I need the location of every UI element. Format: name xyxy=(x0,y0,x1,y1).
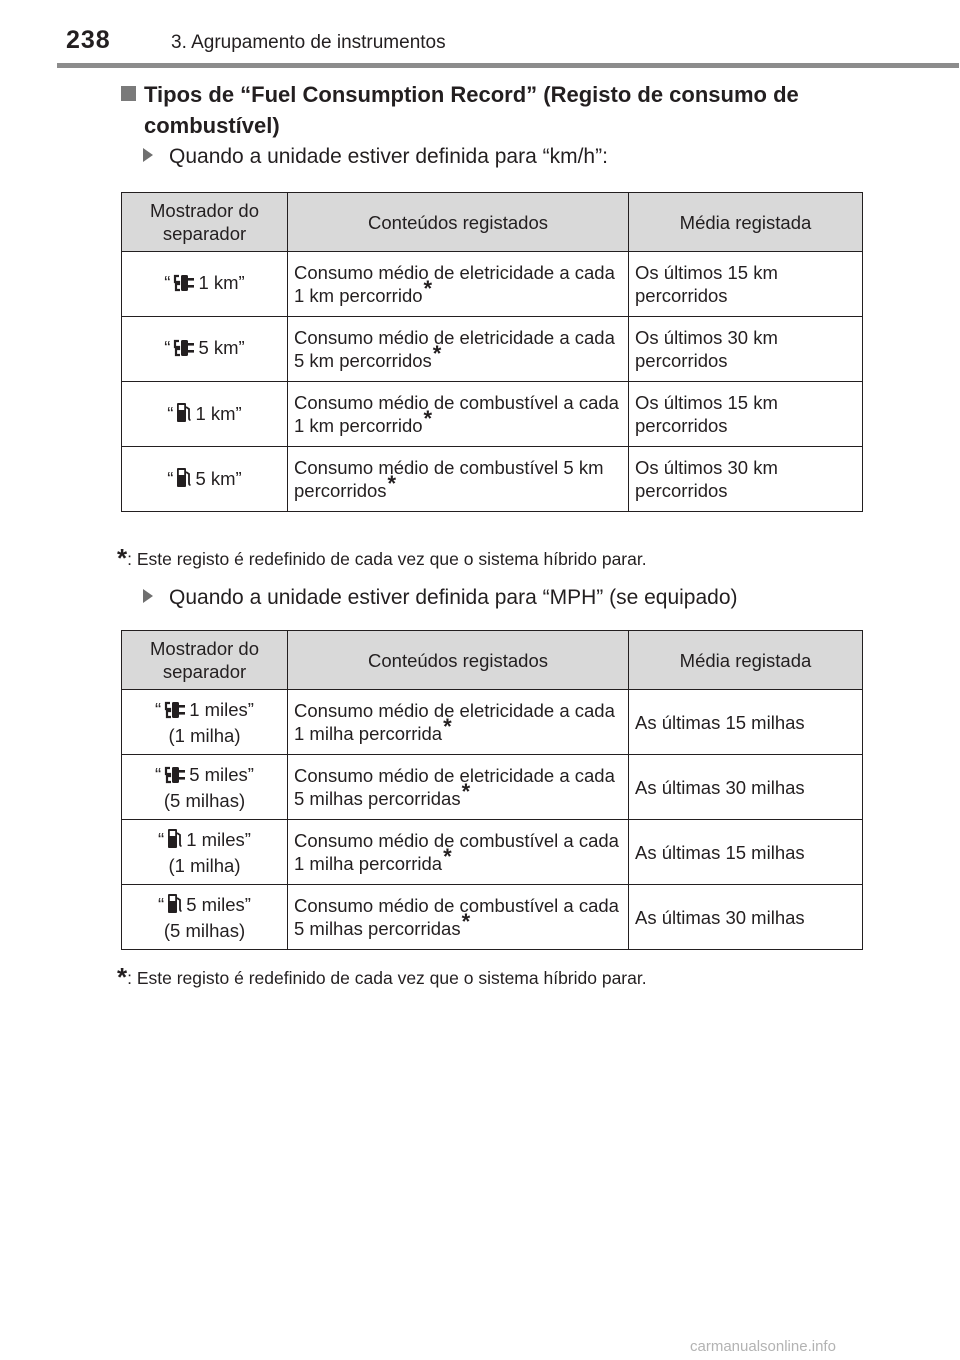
display-label: 1 km” xyxy=(198,272,245,293)
average-text: As últimas 30 milhas xyxy=(635,776,805,798)
content-cell xyxy=(288,317,629,382)
content-text: Consumo médio de eletricidade a cada 1 milha percorrida xyxy=(294,700,615,744)
mph-subheading xyxy=(143,586,738,610)
display-cell xyxy=(122,382,288,447)
header-divider xyxy=(57,63,959,68)
content-cell xyxy=(288,885,629,950)
average-text: Os últimos 30 km percorridos xyxy=(635,327,778,371)
display-sublabel: (1 milha) xyxy=(168,855,241,876)
display-sublabel: (5 milhas) xyxy=(163,920,246,941)
electric-plug-icon xyxy=(173,274,195,297)
open-quote: “ xyxy=(158,829,165,850)
footnote-marker: * xyxy=(443,714,452,739)
display-label: 1 miles” xyxy=(189,698,254,720)
triangle-bullet-icon xyxy=(143,589,153,603)
table-row xyxy=(122,317,863,382)
open-quote: “ xyxy=(155,763,162,785)
footnote-marker: * xyxy=(117,962,128,992)
fuel-pump-icon xyxy=(167,827,183,854)
display-cell xyxy=(122,885,288,950)
column-header: Mostrador do separador xyxy=(122,631,288,690)
km-subheading-text: Quando a unidade estiver definida para “km/h”: xyxy=(169,145,608,168)
footnote-marker: * xyxy=(117,543,128,573)
average-text: Os últimos 30 km percorridos xyxy=(635,457,778,501)
open-quote: “ xyxy=(164,272,171,293)
section-title: 3. Agrupamento de instrumentos xyxy=(171,32,446,53)
electric-plug-icon xyxy=(164,766,186,789)
average-text: As últimas 15 milhas xyxy=(635,711,805,733)
km-subheading xyxy=(143,145,608,169)
column-header: Conteúdos registados xyxy=(288,631,629,690)
display-label: 5 km” xyxy=(195,467,242,489)
display-label: 1 km” xyxy=(195,402,242,424)
average-cell xyxy=(629,690,863,755)
page-heading xyxy=(121,79,881,141)
mph-footnote xyxy=(117,962,647,993)
mph-subheading-text: Quando a unidade estiver definida para “MPH” (se equipado) xyxy=(169,586,738,609)
content-text: Consumo médio de eletricidade a cada 5 km percorridos xyxy=(294,327,615,371)
display-label: 1 miles” xyxy=(186,829,251,850)
fuel-pump-icon xyxy=(167,892,183,919)
average-text: Os últimos 15 km percorridos xyxy=(635,392,778,436)
table-row xyxy=(122,755,863,820)
open-quote: “ xyxy=(164,337,171,358)
table-header-row xyxy=(122,193,863,252)
page-number: 238 xyxy=(66,26,111,54)
table-row xyxy=(122,382,863,447)
footnote-marker: * xyxy=(461,909,471,934)
average-text: As últimas 15 milhas xyxy=(635,841,805,863)
content-text: Consumo médio de combustível a cada 5 milhas percorridas xyxy=(294,895,619,939)
column-header: Média registada xyxy=(629,631,863,690)
table-header-row xyxy=(122,631,863,690)
average-cell xyxy=(629,885,863,950)
display-cell xyxy=(122,252,288,317)
content-cell xyxy=(288,690,629,755)
content-text: Consumo médio de combustível a cada 1 milha percorrida xyxy=(294,830,619,874)
average-cell xyxy=(629,317,863,382)
fuel-pump-icon xyxy=(176,401,192,428)
heading-text: Tipos de “Fuel Consumption Record” (Registo de consumo de combustível) xyxy=(144,82,799,138)
display-label: 5 miles” xyxy=(189,763,254,785)
km-records-table xyxy=(121,192,863,512)
column-header: Mostrador do separador xyxy=(122,193,288,252)
triangle-bullet-icon xyxy=(143,148,153,162)
average-cell xyxy=(629,755,863,820)
content-cell xyxy=(288,755,629,820)
display-sublabel: (1 milha) xyxy=(168,724,241,746)
content-cell xyxy=(288,252,629,317)
display-sublabel: (5 milhas) xyxy=(163,789,246,811)
average-cell xyxy=(629,447,863,512)
electric-plug-icon xyxy=(173,339,195,362)
footnote-marker: * xyxy=(423,276,433,301)
footnote-marker: * xyxy=(461,779,471,804)
electric-plug-icon xyxy=(164,701,186,724)
display-label: 5 miles” xyxy=(186,894,251,915)
display-cell xyxy=(122,317,288,382)
average-text: Os últimos 15 km percorridos xyxy=(635,262,778,306)
table-row xyxy=(122,252,863,317)
footnote-text: : Este registo é redefinido de cada vez que o sistema híbrido parar. xyxy=(127,549,647,569)
content-text: Consumo médio de combustível 5 km percorridos xyxy=(294,457,604,501)
fuel-pump-icon xyxy=(176,466,192,493)
footnote-marker: * xyxy=(432,341,442,366)
table-row xyxy=(122,820,863,885)
content-text: Consumo médio de combustível a cada 1 km percorrido xyxy=(294,392,619,436)
content-cell xyxy=(288,820,629,885)
display-cell xyxy=(122,690,288,755)
footnote-marker: * xyxy=(387,471,397,496)
mph-records-table xyxy=(121,630,863,950)
square-bullet-icon xyxy=(121,86,136,101)
display-cell xyxy=(122,755,288,820)
content-text: Consumo médio de eletricidade a cada 5 milhas percorridas xyxy=(294,765,615,809)
content-text: Consumo médio de eletricidade a cada 1 km percorrido xyxy=(294,262,615,306)
table-row xyxy=(122,447,863,512)
content-cell xyxy=(288,447,629,512)
column-header: Conteúdos registados xyxy=(288,193,629,252)
average-cell xyxy=(629,382,863,447)
average-cell xyxy=(629,252,863,317)
footnote-marker: * xyxy=(423,406,433,431)
display-label: 5 km” xyxy=(198,337,245,358)
watermark: carmanualsonline.info xyxy=(690,1338,836,1355)
open-quote: “ xyxy=(167,402,174,424)
open-quote: “ xyxy=(158,894,165,915)
open-quote: “ xyxy=(155,698,162,720)
km-footnote xyxy=(117,543,647,574)
average-text: As últimas 30 milhas xyxy=(635,906,805,928)
content-cell xyxy=(288,382,629,447)
column-header: Média registada xyxy=(629,193,863,252)
average-cell xyxy=(629,820,863,885)
open-quote: “ xyxy=(167,467,174,489)
footnote-marker: * xyxy=(443,844,452,869)
display-cell xyxy=(122,820,288,885)
footnote-text: : Este registo é redefinido de cada vez que o sistema híbrido parar. xyxy=(127,968,647,988)
table-row xyxy=(122,885,863,950)
table-row xyxy=(122,690,863,755)
display-cell xyxy=(122,447,288,512)
